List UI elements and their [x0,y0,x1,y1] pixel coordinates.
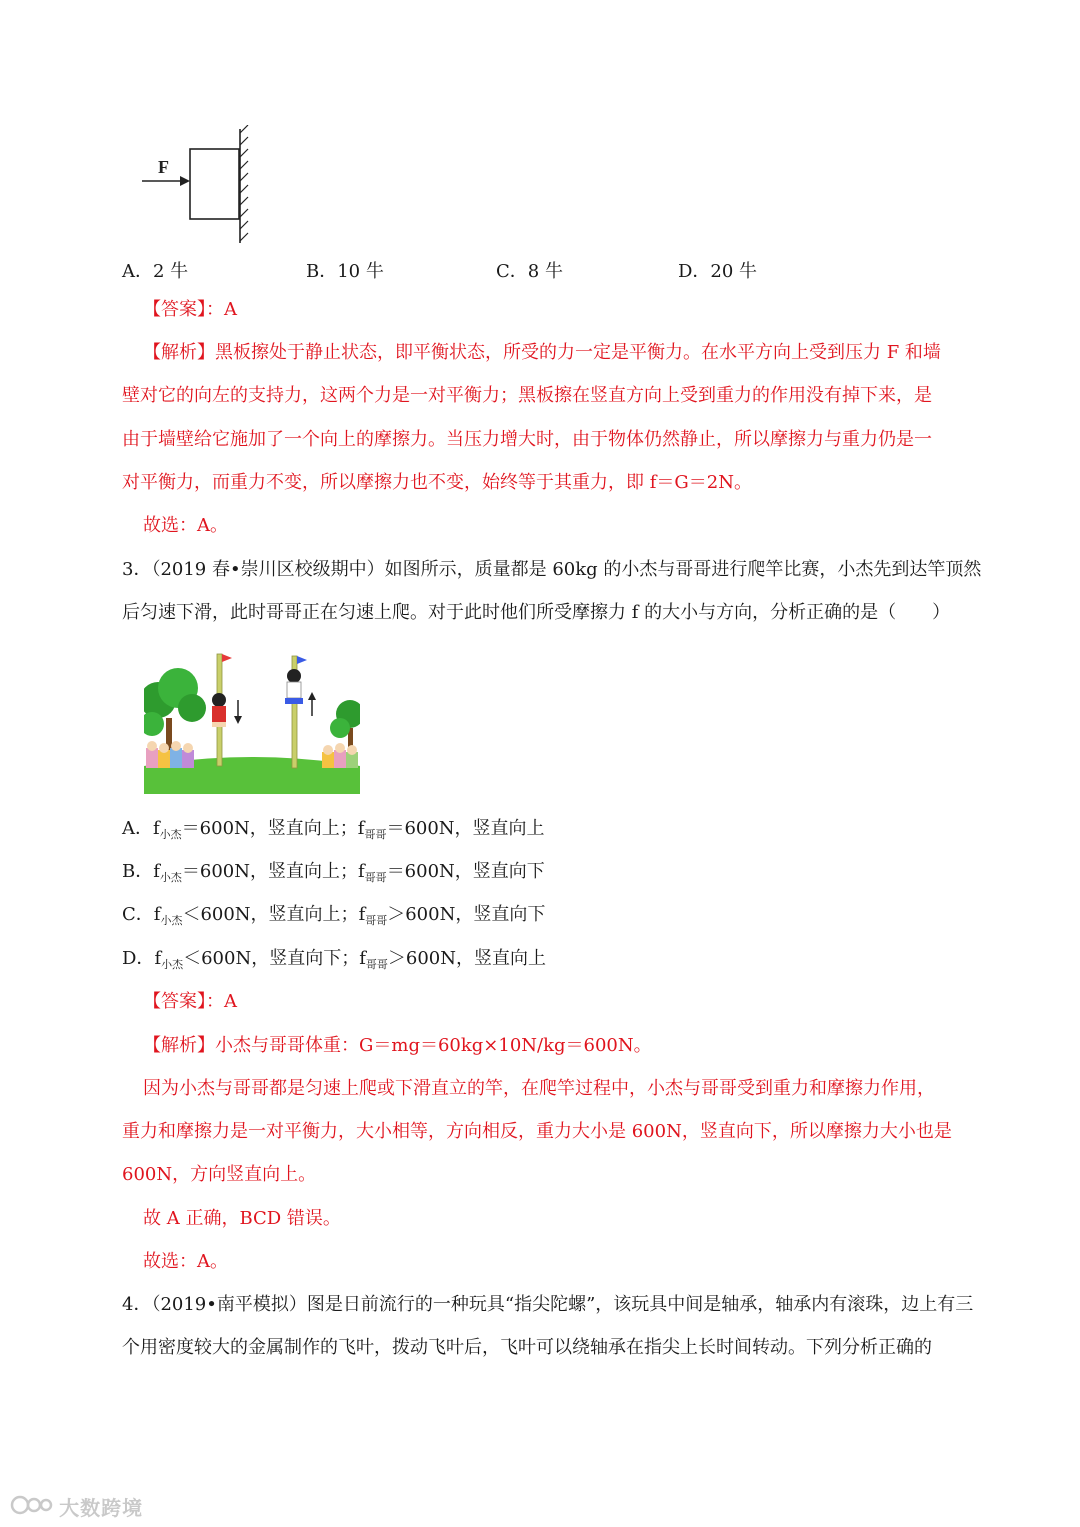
q2-option-b: B．10 牛 [306,261,384,282]
subscript-xiaojie: 小杰 [161,958,184,971]
analysis-tag: 【解析】 [143,342,215,363]
q2-analysis-line-1 [143,344,941,362]
watermark [10,1492,143,1521]
answer-text: ：A [206,299,237,320]
q3-stem-line-2: 后匀速下滑，此时哥哥正在匀速上爬。对于此时他们所受摩擦力 f 的大小与方向，分析正确的是（ ） [122,602,951,623]
analysis-text: 黑板擦处于静止状态，即平衡状态，所受的力一定是平衡力。在水平方向上受到压力 F 和墙 [215,342,941,363]
subscript-gege: 哥哥 [364,828,387,841]
q3-answer [143,993,237,1011]
q4-stem-line-2: 个用密度较大的金属制作的飞叶，拨动飞叶后，飞叶可以绕轴承在指尖上长时间转动。下列分析正确的 [122,1337,932,1358]
arrow-head [180,176,190,186]
eraser-block [190,149,239,219]
q2-option-a: A．2 牛 [122,261,189,282]
answer-tag: 【答案】 [143,991,206,1012]
q2-analysis-line-2: 壁对它的向左的支持力，这两个力是一对平衡力；黑板擦在竖直方向上受到重力的作用没有掉下来，是 [122,385,932,406]
q2-analysis-line-4: 对平衡力，而重力不变，所以摩擦力也不变，始终等于其重力，即 f＝G＝2N。 [122,472,752,493]
q3-option-c: C．$f_{小杰}<600N$，竖直向上；$f_{哥哥}>600N$，竖直向下 [122,904,546,927]
q4-stem-line-1: 4．（2019•南平模拟）图是日前流行的一种玩具“指尖陀螺”，该玩具中间是轴承，轴承内有滚珠，边上有三 [122,1294,974,1315]
watermark-text: 大数跨境 [59,1496,144,1520]
eraser-wall-diagram [130,125,260,250]
q3-analysis-line-2: 重力和摩擦力是一对平衡力，大小相等，方向相反，重力大小是 600N，竖直向下，所以摩擦力大小也是 [122,1121,952,1142]
watermark-logo-icon [10,1493,54,1521]
subscript-xiaojie: 小杰 [160,914,183,927]
q2-answer [143,301,237,319]
subscript-xiaojie: 小杰 [159,871,182,884]
q2-choose: 故选：A。 [143,515,228,536]
q3-stem-line-1: 3．（2019 春•崇川区校级期中）如图所示，质量都是 60kg 的小杰与哥哥进行爬竿比赛，小杰先到达竿顶然 [122,559,982,580]
answer-text: ：A [206,991,237,1012]
q3-option-b: B．$f_{小杰}=600N$，竖直向上；$f_{哥哥}=600N$，竖直向下 [122,861,545,884]
subscript-gege: 哥哥 [364,871,387,884]
q3-option-d: D．$f_{小杰}<600N$，竖直向下；$f_{哥哥}>600N$，竖直向上 [122,948,546,971]
q2-option-c: C．8 牛 [496,261,563,282]
xiaojie-climber [212,693,226,727]
wall-hatch [240,125,248,241]
subscript-gege: 哥哥 [365,958,388,971]
q2-analysis-line-3: 由于墙壁给它施加了一个向上的摩擦力。当压力增大时，由于物体仍然静止，所以摩擦力与重力仍是一 [122,429,932,450]
q2-option-d: D．20 牛 [678,261,758,282]
subscript-xiaojie: 小杰 [159,828,182,841]
answer-tag: 【答案】 [143,299,206,320]
analysis-tag: 【解析】 [143,1035,215,1056]
q3-analysis-line-3: 600N，方向竖直向上。 [122,1164,317,1185]
subscript-gege: 哥哥 [365,914,388,927]
analysis-text: 小杰与哥哥体重：G＝mg＝60kg×10N/kg＝600N。 [215,1035,652,1056]
force-label: F [158,157,169,177]
q3-choose: 故选：A。 [143,1251,228,1272]
q3-conclusion: 故 A 正确，BCD 错误。 [143,1208,341,1229]
pole-climbing-illustration [144,648,360,794]
gege-climber [285,669,303,704]
q3-analysis-first [143,1037,652,1055]
q3-analysis-line-1: 因为小杰与哥哥都是匀速上爬或下滑直立的竿，在爬竿过程中，小杰与哥哥受到重力和摩擦力作用， [143,1078,935,1099]
q3-option-a: A．$f_{小杰}=600N$，竖直向上；$f_{哥哥}=600N$，竖直向上 [122,818,545,841]
crowd-right [322,743,358,768]
